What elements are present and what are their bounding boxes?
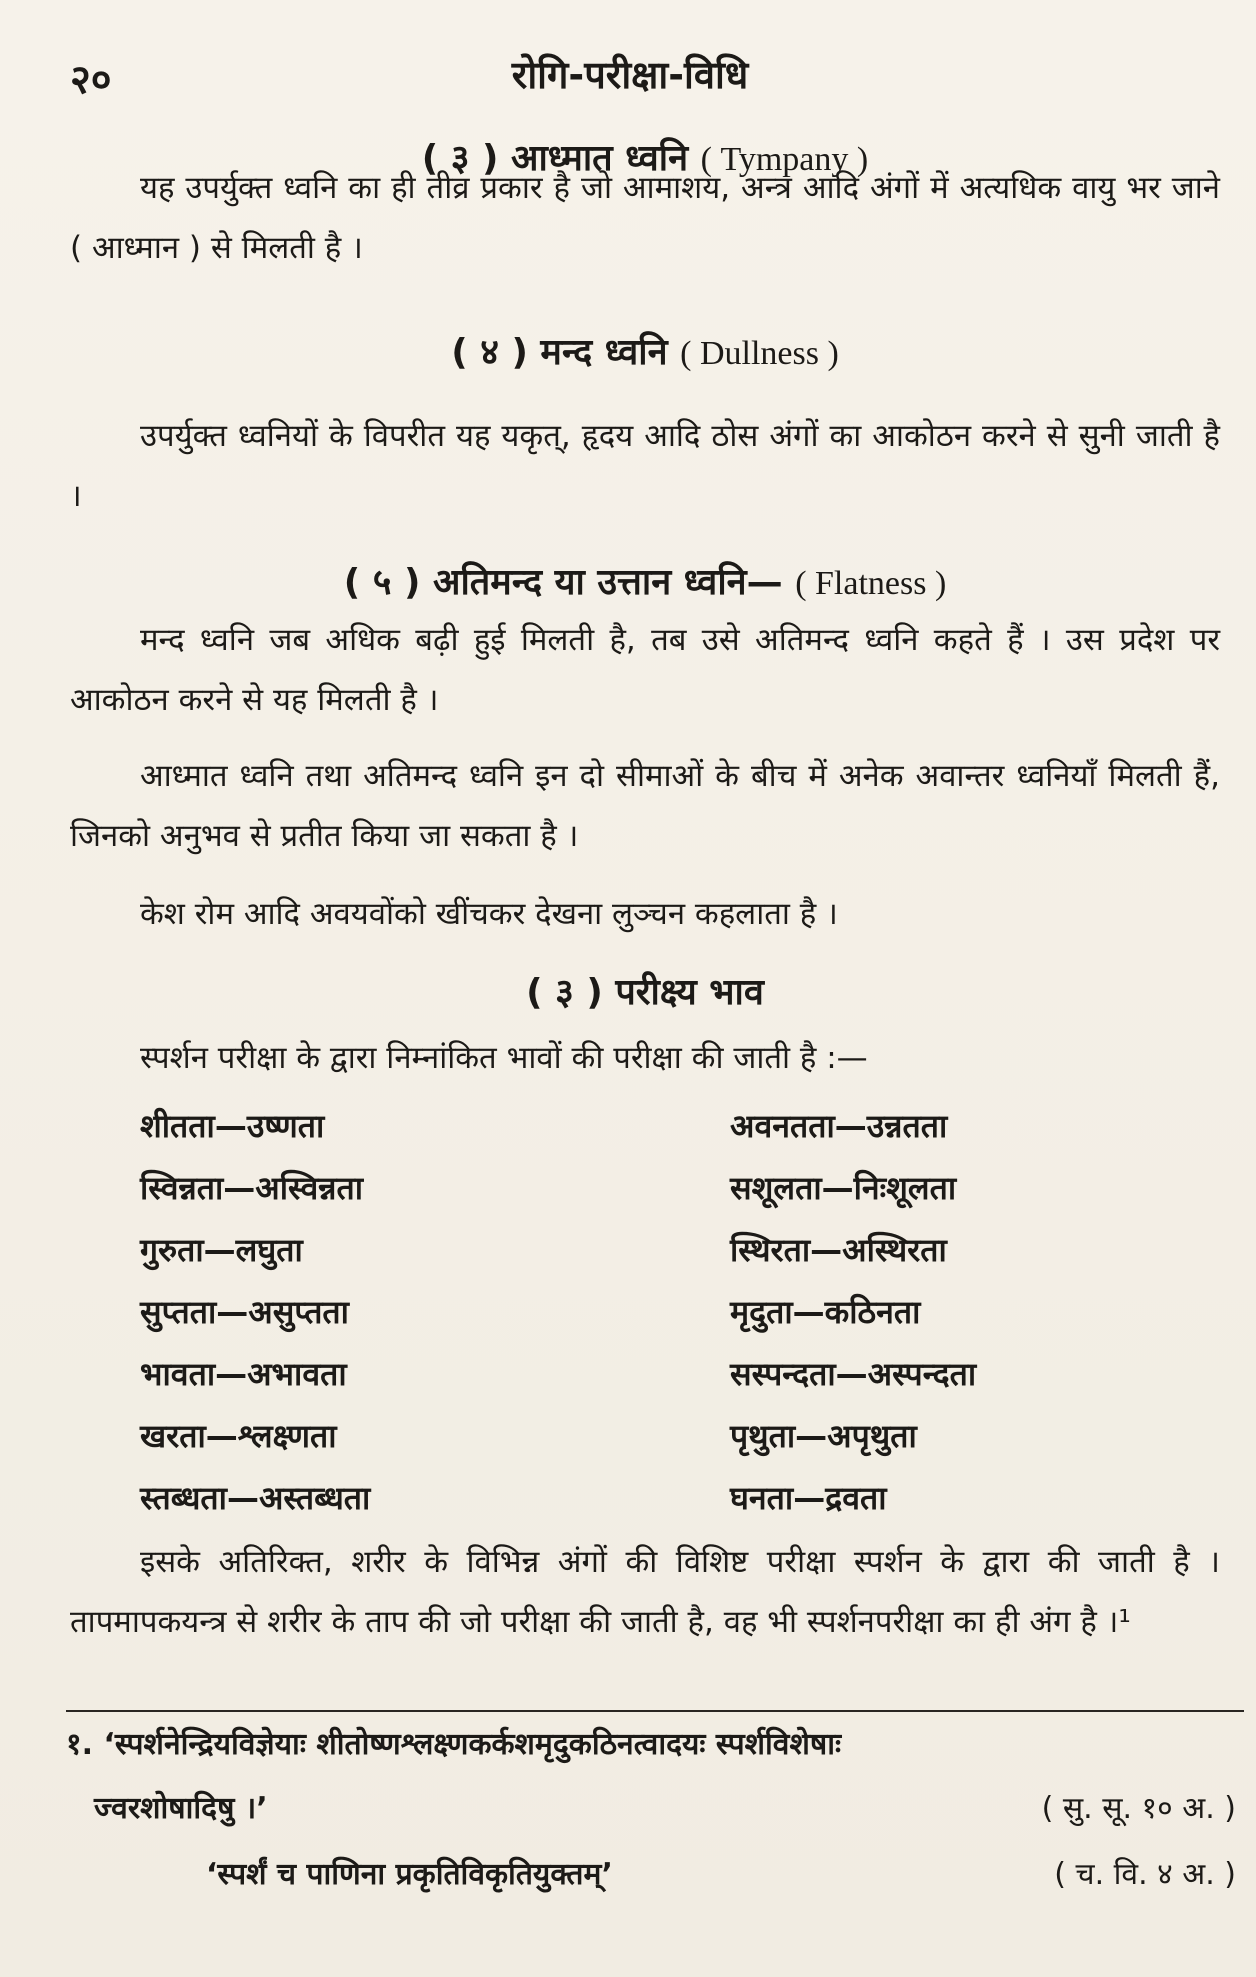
section-flatness (70, 556, 1220, 605)
heading-hindi: ( ४ ) मन्द ध्वनि (451, 332, 668, 373)
footnote-divider (66, 1710, 1244, 1712)
term-row (140, 1156, 1140, 1218)
term-left: स्तब्धता—अस्तब्धता (140, 1478, 371, 1517)
footnote-line-1: १. ‘स्पर्शनेन्द्रियविज्ञेयाः शीतोष्णश्लक्ष्णकर्कशमृदुकठिनत्वादयः स्पर्शविशेषाः (66, 1727, 842, 1762)
term-list (140, 1094, 1140, 1528)
paragraph-lunchana: केश रोम आदि अवयवोंको खींचकर देखना लुञ्चन कहलाता है । (140, 896, 838, 932)
paragraph-closing: इसके अतिरिक्त, शरीर के विभिन्न अंगों की विशिष्ट परीक्षा स्पर्शन के द्वारा की जाती है । तापमापकयन्त्र से शरीर के ताप की जो परीक्षा की जाती है, वह भी स्पर्शनपरीक्षा का ही अंग है ।¹ (70, 1544, 1220, 1640)
running-title: रोगि-परीक्षा-विधि (511, 53, 749, 97)
heading-english: ( Flatness ) (795, 565, 947, 602)
term-row (140, 1404, 1140, 1466)
footnote-line-2: ज्वरशोषादिषु ।’ (94, 1791, 268, 1826)
term-row (140, 1218, 1140, 1280)
term-right: अवनतता—उन्नतता (730, 1106, 948, 1145)
heading-english: ( Tympany ) (700, 141, 869, 178)
paragraph-flatness: मन्द ध्वनि जब अधिक बढ़ी हुई मिलती है, तब उसे अतिमन्द ध्वनि कहते हैं । उस प्रदेश पर आकोठन करने से यह मिलती है । (70, 622, 1220, 718)
term-row (140, 1094, 1140, 1156)
term-row (140, 1466, 1140, 1528)
term-right: स्थिरता—अस्थिरता (730, 1230, 947, 1269)
heading-hindi: ( ५ ) अतिमन्द या उत्तान ध्वनि— (343, 562, 783, 603)
term-right: सस्पन्दता—अस्पन्दता (730, 1354, 977, 1393)
footnote (66, 1722, 1236, 1962)
section-pariikshya (70, 966, 1220, 1015)
heading-english: ( Dullness ) (680, 335, 839, 372)
term-right: मृदुता—कठिनता (730, 1292, 921, 1331)
footnote-line-3: ‘स्पर्शं च पाणिना प्रकृतिविकृतियुक्तम्’ (206, 1857, 613, 1892)
paragraph-intro: स्पर्शन परीक्षा के द्वारा निम्नांकित भावों की परीक्षा की जाती है :— (140, 1040, 868, 1076)
term-row (140, 1280, 1140, 1342)
term-right: सशूलता—निःशूलता (730, 1168, 957, 1207)
term-left: सुप्तता—असुप्तता (140, 1292, 349, 1331)
heading-hindi: ( ३ ) आध्मात ध्वनि (421, 138, 689, 179)
section-heading: ( ३ ) परीक्ष्य भाव (526, 972, 764, 1013)
section-heading (70, 556, 1220, 605)
page-header (60, 44, 1200, 104)
term-left: खरता—श्लक्ष्णता (140, 1416, 337, 1455)
term-right: पृथुता—अपृथुता (730, 1416, 917, 1455)
paragraph-tympany: यह उपर्युक्त ध्वनि का ही तीव्र प्रकार है जो आमाशय, अन्त्र आदि अंगों में अत्यधिक वायु भर जाने ( आध्मान ) से मिलती है । (70, 170, 1220, 266)
paragraph-intermediate-sounds: आध्मात ध्वनि तथा अतिमन्द ध्वनि इन दो सीमाओं के बीच में अनेक अवान्तर ध्वनियाँ मिलती हैं, जिनको अनुभव से प्रतीत किया जा सकता है । (70, 758, 1220, 854)
term-row (140, 1342, 1140, 1404)
footnote-reference-2: ( च. वि. ४ अ. ) (1054, 1857, 1236, 1892)
page-number: २० (70, 57, 112, 103)
paragraph-dullness: उपर्युक्त ध्वनियों के विपरीत यह यकृत्, हृदय आदि ठोस अंगों का आकोठन करने से सुनी जाती है । (70, 418, 1220, 514)
section-heading (70, 326, 1220, 375)
section-dullness (70, 326, 1220, 375)
term-left: स्विन्नता—अस्विन्नता (140, 1168, 364, 1207)
term-right: घनता—द्रवता (730, 1478, 887, 1517)
term-left: भावता—अभावता (140, 1354, 347, 1393)
footnote-reference-1: ( सु. सू. १० अ. ) (1041, 1791, 1236, 1826)
term-left: गुरुता—लघुता (140, 1230, 303, 1269)
term-left: शीतता—उष्णता (140, 1106, 325, 1145)
